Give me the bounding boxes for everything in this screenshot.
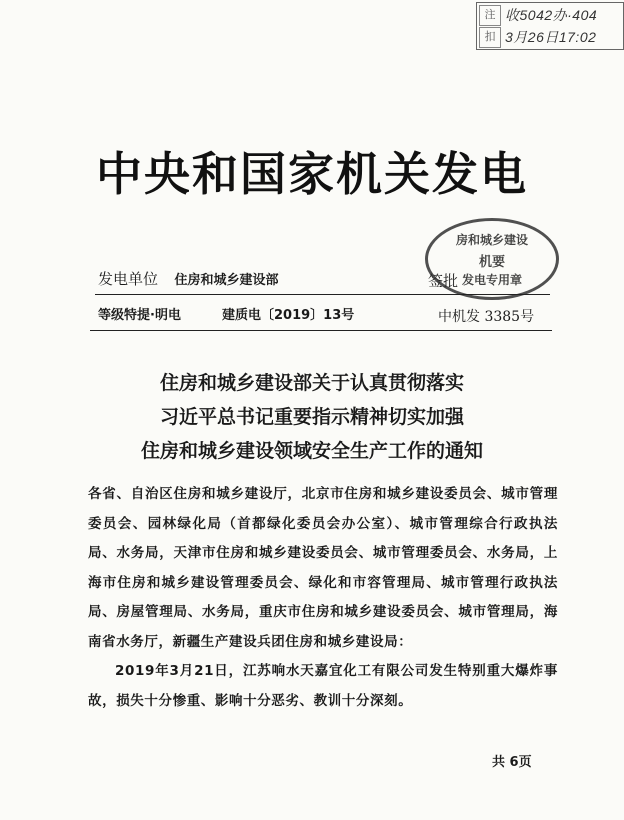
seal-bottom-text: 发电专用章 — [461, 273, 522, 287]
grade-label: 等级特提·明电 — [98, 308, 181, 323]
sender-label: 发电单位 — [98, 270, 159, 288]
receipt-number: 收5042办·404 — [505, 7, 598, 23]
body-paragraph-1: 2019年3月21日，江苏响水天嘉宜化工有限公司发生特别重大爆炸事故，损失十分惨重、影响十分恶劣、教训十分深刻。 — [88, 663, 558, 709]
receipt-stamp — [476, 2, 624, 50]
notice-heading-line-2: 习近平总书记重要指示精神切实加强 — [159, 406, 464, 428]
notice-body — [88, 480, 558, 716]
document-title: 中央和国家机关发电 — [96, 147, 528, 201]
notice-heading-line-3: 住房和城乡建设领域安全生产工作的通知 — [140, 440, 483, 462]
seal-top-text: 房和城乡建设 — [455, 233, 528, 247]
page-count: 共 6页 — [492, 755, 532, 770]
notice-heading-line-1: 住房和城乡建设部关于认真贯彻落实 — [159, 372, 464, 394]
header-divider-top — [95, 294, 550, 295]
receipt-time: 3月26日17:02 — [505, 29, 597, 45]
recipients-paragraph: 各省、自治区住房和城乡建设厅，北京市住房和城乡建设委员会、城市管理委员会、园林绿化局（首都绿化委员会办公室）、城市管理综合行政执法局、水务局，天津市住房和城乡建设委员会、城市管理委员会、水务局，上海市住房和城乡建设管理委员会、绿化和市容管理局、城市管理行政执法局、房屋管理局、水务局，重庆市住房和城乡建设委员会、城市管理局，海南省水务厅，新疆生产建设兵团住房和城乡建设局： — [88, 486, 558, 650]
header-divider-bottom — [90, 330, 552, 331]
seal-middle-text: 机要 — [478, 255, 505, 270]
receipt-box-1: 注 — [479, 5, 501, 26]
central-number: 中机发 3385号 — [438, 309, 535, 325]
sign-label: 签批 — [428, 272, 459, 290]
doc-number: 建质电〔2019〕13号 — [222, 308, 355, 323]
sender-row — [98, 268, 278, 289]
official-seal — [425, 218, 559, 300]
sender-value: 住房和城乡建设部 — [174, 273, 279, 288]
receipt-box-2: 扣 — [479, 27, 501, 48]
